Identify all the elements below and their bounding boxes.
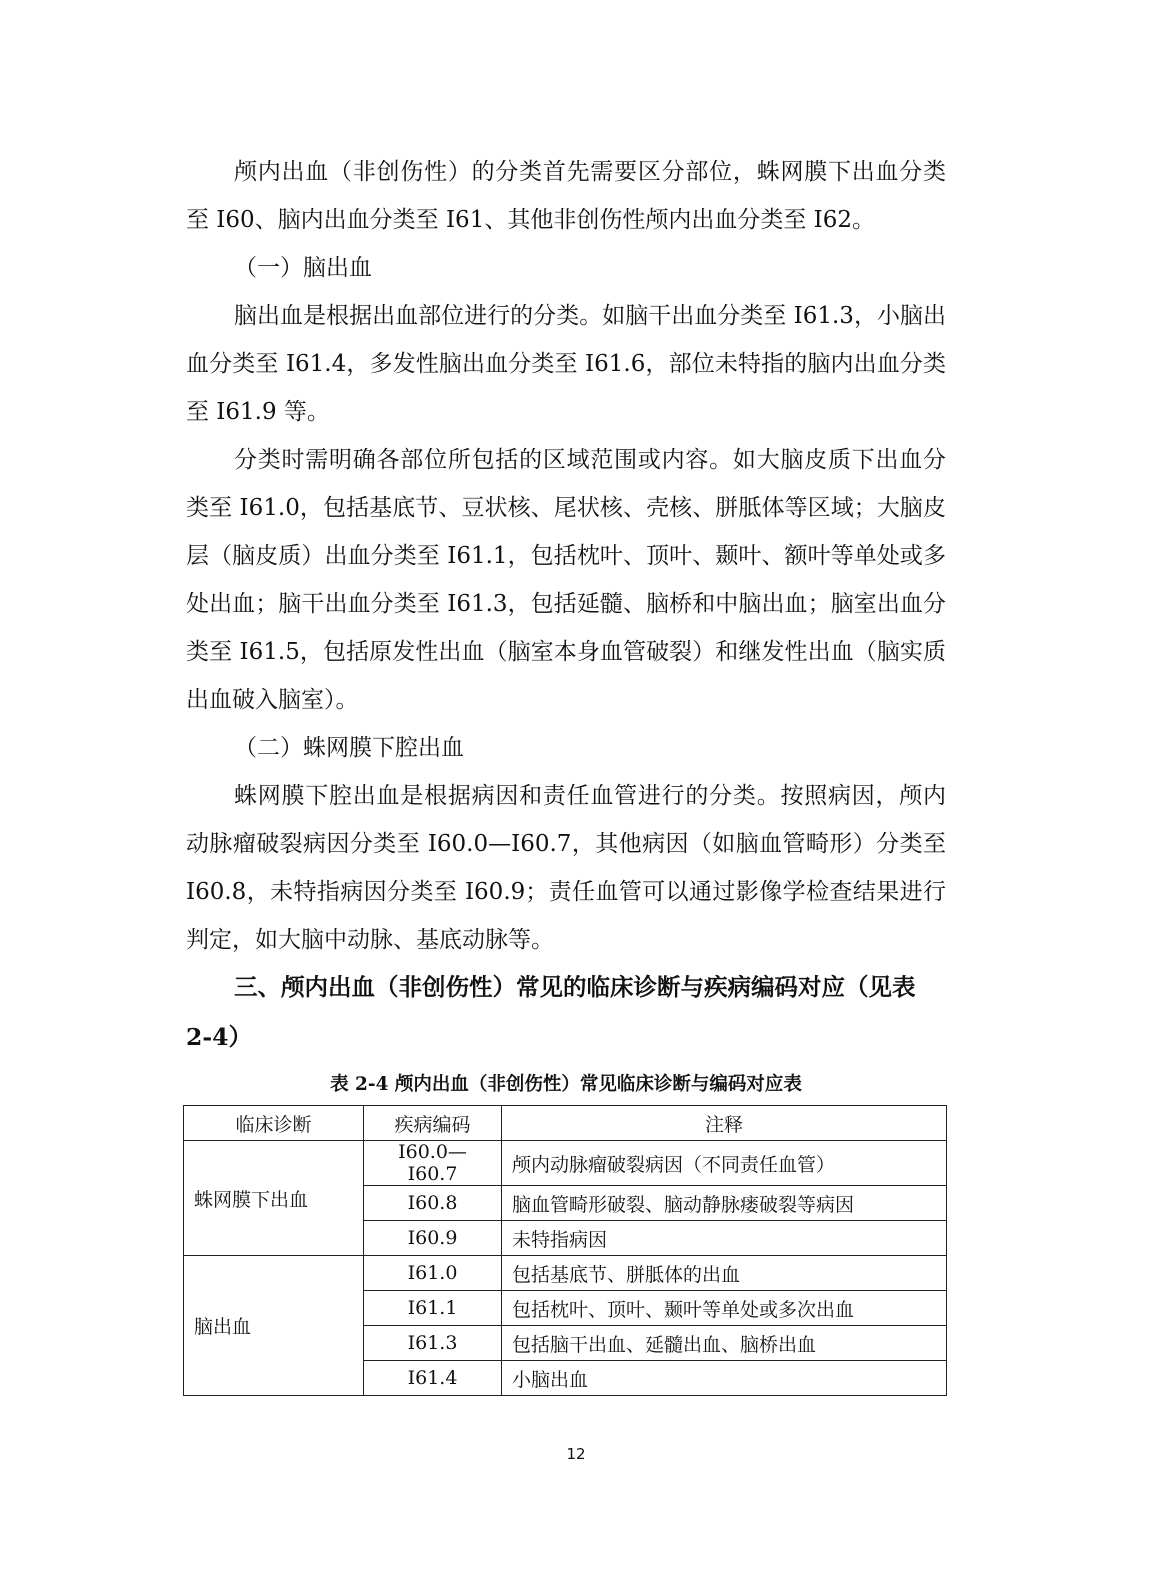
paragraph-region-scope: 分类时需明确各部位所包括的区域范围或内容。如大脑皮质下出血分类至 I61.0，包括基底节、豆状核、尾状核、壳核、胼胝体等区域；大脑皮层（脑皮质）出血分类至 I61.1，包括枕叶、顶叶、颞叶、额叶等单处或多处出血；脑干出血分类至 I61.3，包括延髓、脑桥和中脑出血；脑室出血分类至 I61.5，包括原发性出血（脑室本身血管破裂）和继发性出血（脑实质出血破入脑室）。 — [186, 447, 946, 713]
note-cell: 小脑出血 — [502, 1361, 947, 1396]
code-cell: I60.8 — [364, 1186, 502, 1221]
note-cell: 颅内动脉瘤破裂病因（不同责任血管） — [502, 1141, 947, 1186]
paragraph-subarachnoid-hemorrhage: 蛛网膜下腔出血是根据病因和责任血管进行的分类。按照病因，颅内动脉瘤破裂病因分类至 I60.0—I60.7，其他病因（如脑血管畸形）分类至 I60.8，未特指病因分类至 I60.9；责任血管可以通过影像学检查结果进行判定，如大脑中动脉、基底动脉等。 — [186, 783, 946, 953]
table-row — [184, 1256, 947, 1291]
paragraph-classification-intro: 颅内出血（非创伤性）的分类首先需要区分部位，蛛网膜下出血分类至 I60、脑内出血分类至 I61、其他非创伤性颅内出血分类至 I62。 — [186, 159, 946, 233]
code-cell: I60.9 — [364, 1221, 502, 1256]
code-cell: I61.4 — [364, 1361, 502, 1396]
header-note: 注释 — [502, 1106, 947, 1141]
code-cell: I61.0 — [364, 1256, 502, 1291]
note-cell: 包括基底节、胼胝体的出血 — [502, 1256, 947, 1291]
header-code: 疾病编码 — [364, 1106, 502, 1141]
header-diagnosis: 临床诊断 — [184, 1106, 364, 1141]
code-table — [183, 1105, 947, 1396]
note-cell: 包括枕叶、顶叶、颞叶等单处或多次出血 — [502, 1291, 947, 1326]
table-caption: 表 2-4 颅内出血（非创伤性）常见临床诊断与编码对应表 — [330, 1074, 802, 1095]
section-heading: 三、颅内出血（非创伤性）常见的临床诊断与疾病编码对应（见表 2-4） — [186, 973, 916, 1051]
note-cell: 包括脑干出血、延髓出血、脑桥出血 — [502, 1326, 947, 1361]
subheading-cerebral-hemorrhage: （一）脑出血 — [234, 255, 372, 281]
note-cell: 未特指病因 — [502, 1221, 947, 1256]
code-cell: I60.0—I60.7 — [364, 1141, 502, 1186]
paragraph-cerebral-hemorrhage: 脑出血是根据出血部位进行的分类。如脑干出血分类至 I61.3，小脑出血分类至 I61.4，多发性脑出血分类至 I61.6，部位未特指的脑内出血分类至 I61.9 等。 — [186, 303, 946, 425]
table-header-row — [184, 1106, 947, 1141]
code-cell: I61.1 — [364, 1291, 502, 1326]
note-cell: 脑血管畸形破裂、脑动静脉瘘破裂等病因 — [502, 1186, 947, 1221]
table-row — [184, 1141, 947, 1186]
code-cell: I61.3 — [364, 1326, 502, 1361]
diagnosis-cell: 脑出血 — [184, 1256, 364, 1396]
page-number: 12 — [566, 1445, 586, 1463]
diagnosis-cell: 蛛网膜下出血 — [184, 1141, 364, 1256]
subheading-subarachnoid-hemorrhage: （二）蛛网膜下腔出血 — [234, 735, 464, 761]
